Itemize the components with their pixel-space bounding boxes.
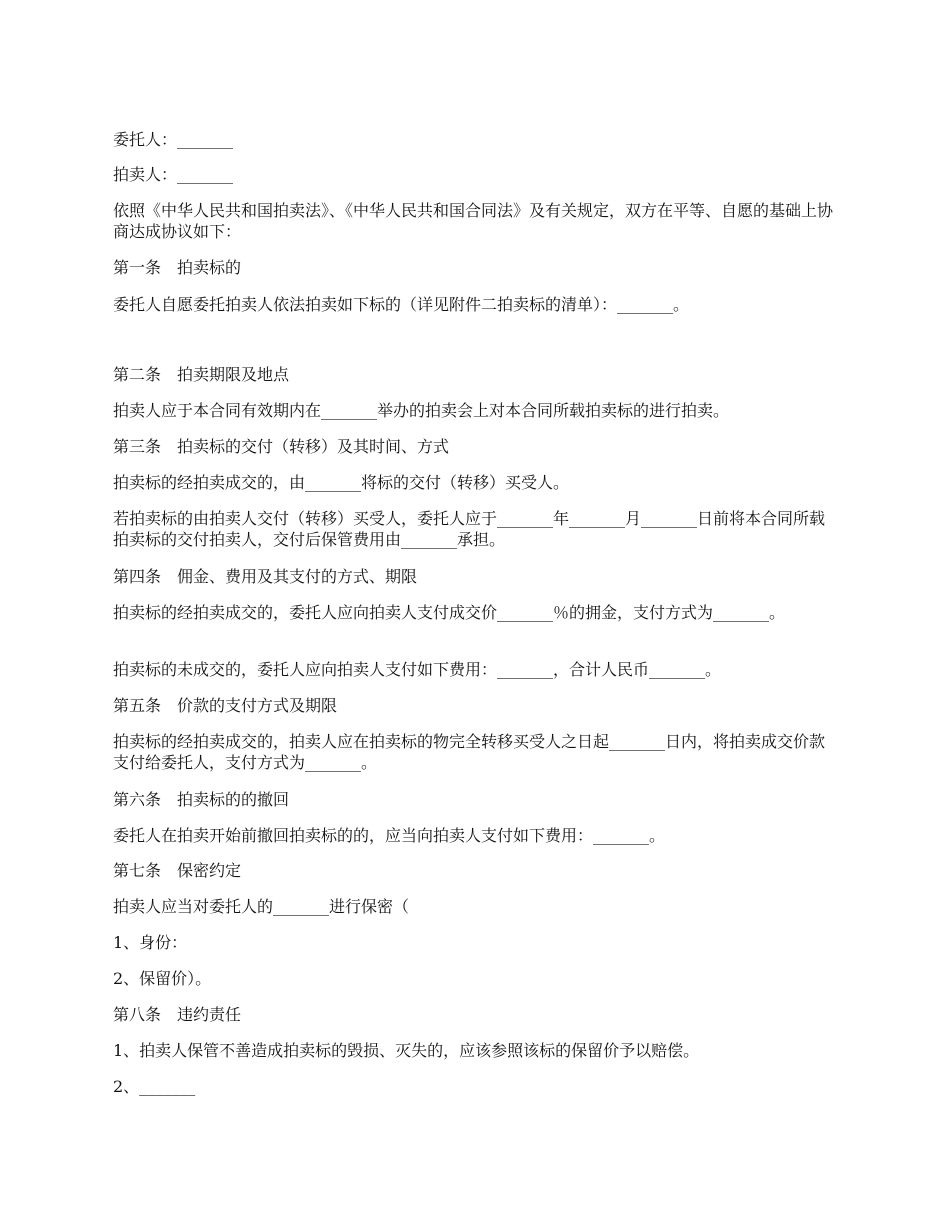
article-7-item-2: 2、保留价）。 — [113, 969, 212, 988]
article-8-item-2: 2、_______ — [113, 1077, 196, 1096]
article-4-text-2: 拍卖标的未成交的，委托人应向拍卖人支付如下费用：_______，合计人民币_______。 — [113, 660, 722, 679]
article-5-text: 拍卖标的经拍卖成交的，拍卖人应在拍卖标的物完全转移买受人之日起_______日内，将拍卖成交价款支付给委托人，支付方式为_______。 — [113, 732, 826, 772]
article-2-text: 拍卖人应于本合同有效期内在_______举办的拍卖会上对本合同所载拍卖标的进行拍卖。 — [113, 401, 730, 420]
article-6-heading: 第六条 拍卖标的的撤回 — [113, 790, 290, 809]
article-3-text-2: 若拍卖标的由拍卖人交付（转移）买受人，委托人应于_______年_______月_______日前将本合同所载拍卖标的交付拍卖人，交付后保管费用由_______承担。 — [113, 509, 826, 549]
article-8-heading: 第八条 违约责任 — [113, 1005, 242, 1024]
article-1-heading: 第一条 拍卖标的 — [113, 258, 242, 277]
principal-line: 委托人：_______ — [113, 130, 234, 149]
article-3-text-1: 拍卖标的经拍卖成交的，由_______将标的交付（转移）买受人。 — [113, 473, 570, 492]
article-4-heading: 第四条 佣金、费用及其支付的方式、期限 — [113, 567, 418, 586]
article-3-heading: 第三条 拍卖标的交付（转移）及其时间、方式 — [113, 437, 450, 456]
article-7-heading: 第七条 保密约定 — [113, 861, 242, 880]
article-6-text: 委托人在拍卖开始前撤回拍卖标的的，应当向拍卖人支付如下费用：_______。 — [113, 826, 666, 845]
article-2-heading: 第二条 拍卖期限及地点 — [113, 365, 290, 384]
article-7-item-1: 1、身份： — [113, 933, 188, 952]
article-8-item-1: 1、拍卖人保管不善造成拍卖标的毁损、灭失的，应该参照该标的保留价予以赔偿。 — [113, 1041, 700, 1060]
article-7-text: 拍卖人应当对委托人的_______进行保密（ — [113, 897, 410, 916]
preamble-paragraph: 依照《中华人民共和国拍卖法》、《中华人民共和国合同法》及有关规定，双方在平等、自愿的基础上协商达成协议如下： — [113, 201, 834, 241]
auctioneer-line: 拍卖人：_______ — [113, 165, 234, 184]
article-1-text: 委托人自愿委托拍卖人依法拍卖如下标的（详见附件二拍卖标的清单）：_______。 — [113, 295, 690, 314]
article-4-text-1: 拍卖标的经拍卖成交的，委托人应向拍卖人支付成交价_______％的拥金，支付方式为_______。 — [113, 603, 786, 622]
article-5-heading: 第五条 价款的支付方式及期限 — [113, 696, 338, 715]
